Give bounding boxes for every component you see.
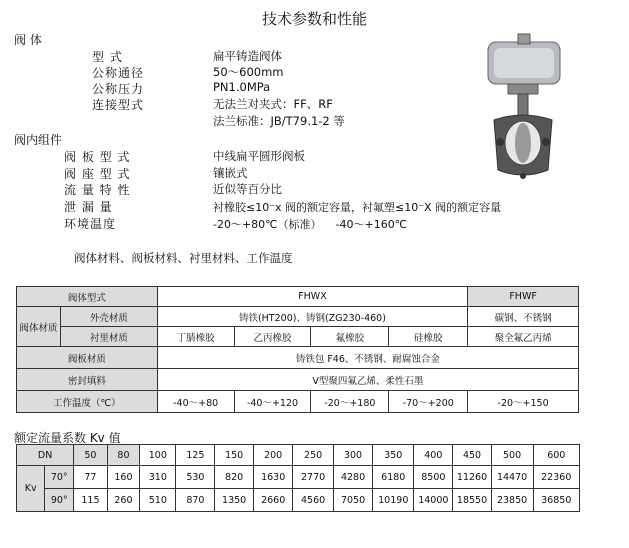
valve-body-heading: 阀 体 (14, 33, 42, 47)
lining-cell: 丁腈橡胶 (157, 327, 234, 347)
spec-value: 近似等百分比 (213, 182, 282, 196)
spec-label: 型 式 (92, 50, 123, 64)
disc-material-value: 铸铁包 F46、不锈钢、耐腐蚀合金 (157, 347, 578, 369)
disc-material-label: 阀板材质 (17, 347, 158, 369)
dn-cell: 250 (293, 445, 333, 466)
temp-cell: -40～+80 (157, 391, 234, 413)
kv-cell: 115 (74, 489, 107, 512)
kv-cell: 6180 (373, 466, 414, 489)
kv-cell: 870 (176, 489, 215, 512)
kv-cell: 4280 (333, 466, 372, 489)
kv-cell: 530 (176, 466, 215, 489)
lining-cell: 氟橡胶 (311, 327, 389, 347)
spec-value: PN1.0MPa (213, 80, 271, 94)
dn-cell: 500 (491, 445, 533, 466)
kv-cell: 310 (140, 466, 176, 489)
kv-cell: 14000 (414, 489, 453, 512)
kv-cell: 1630 (253, 466, 292, 489)
lining-cell: 聚全氟乙丙烯 (468, 327, 579, 347)
page-title: 技术参数和性能 (261, 10, 367, 28)
kv-cell: 4560 (293, 489, 333, 512)
lining-cell: 硅橡胶 (389, 327, 468, 347)
dn-cell: 50 (74, 445, 107, 466)
spec-label: 公称压力 (92, 82, 145, 96)
spec-label: 连接型式 (92, 98, 145, 112)
kv-cell: 77 (74, 466, 107, 489)
kv-cell: 510 (140, 489, 176, 512)
shell-material-label: 外壳材质 (60, 307, 157, 327)
kv-cell: 36850 (533, 489, 579, 512)
shell-material-fhwx: 铸铁(HT200)、铸钢(ZG230-460) (157, 307, 467, 327)
temp-cell: -20～+150 (468, 391, 579, 413)
temp-cell: -70～+200 (389, 391, 468, 413)
kv-cell: 14470 (491, 466, 533, 489)
temp-cell: -40～+120 (234, 391, 311, 413)
spec-value: 衬橡胶≤10⁻x 阀的额定容量，衬氟塑≤10⁻X 阀的额定容量 (213, 201, 502, 214)
materials-heading: 阀体材料、阀板材料、衬里材料、工作温度 (74, 251, 293, 265)
kv-cell: 22360 (533, 466, 579, 489)
spec-label: 阀 板 型 式 (64, 150, 131, 164)
kv-cell: 2660 (253, 489, 292, 512)
body-material-label: 阀体材质 (17, 307, 61, 347)
dn-cell: 150 (215, 445, 254, 466)
kv-cell: 1350 (215, 489, 254, 512)
spec-value: 中线扁平圆形阀板 (213, 149, 305, 163)
kv-cell: 10190 (373, 489, 414, 512)
kv-cell: 7050 (333, 489, 372, 512)
spec-value: 法兰标准：JB/T79.1-2 等 (213, 114, 345, 128)
model-fhwx: FHWX (157, 287, 467, 307)
temp-label: 工作温度（℃） (17, 391, 158, 413)
kv-label: Kv (17, 466, 45, 512)
spec-label: 阀 座 型 式 (64, 167, 131, 181)
kv-table (16, 444, 580, 512)
spec-label: 泄 漏 量 (64, 200, 113, 214)
dn-cell: 450 (453, 445, 491, 466)
shell-material-fhwf: 碳钢、不锈钢 (468, 307, 579, 327)
dn-cell: 400 (414, 445, 453, 466)
dn-cell: 600 (533, 445, 579, 466)
lining-material-label: 衬里材质 (60, 327, 157, 347)
materials-table (16, 286, 579, 413)
dn-cell: 350 (373, 445, 414, 466)
kv-cell: 260 (107, 489, 140, 512)
internals-heading: 阀内组件 (14, 133, 63, 147)
spec-label: 公称通径 (92, 66, 145, 80)
dn-label: DN (17, 445, 74, 466)
kv-cell: 18550 (453, 489, 491, 512)
spec-label: 环境温度 (64, 217, 117, 231)
angle-cell: 90° (45, 489, 74, 512)
temp-cell: -20～+180 (311, 391, 389, 413)
spec-label: 流 量 特 性 (64, 183, 131, 197)
butterfly-valve-illustration (478, 30, 568, 180)
kv-cell: 820 (215, 466, 254, 489)
kv-cell: 160 (107, 466, 140, 489)
spec-value: -20～+80℃（标准） -40～+160℃ (213, 218, 408, 231)
spec-value: 镶嵌式 (213, 166, 248, 180)
body-type-label: 阀体型式 (17, 287, 158, 307)
model-fhwf: FHWF (468, 287, 579, 307)
seal-value: V型聚四氟乙烯、柔性石墨 (157, 369, 578, 391)
dn-cell: 125 (176, 445, 215, 466)
seal-label: 密封填料 (17, 369, 158, 391)
spec-value: 无法兰对夹式：FF、RF (213, 97, 333, 111)
kv-cell: 2770 (293, 466, 333, 489)
dn-cell: 80 (107, 445, 140, 466)
kv-cell: 8500 (414, 466, 453, 489)
kv-cell: 23850 (491, 489, 533, 512)
lining-cell: 乙丙橡胶 (234, 327, 311, 347)
dn-cell: 200 (253, 445, 292, 466)
kv-heading: 额定流量系数 Kv 值 (14, 431, 121, 445)
spec-value: 扁平铸造阀体 (213, 49, 282, 63)
dn-cell: 100 (140, 445, 176, 466)
kv-cell: 11260 (453, 466, 491, 489)
dn-cell: 300 (333, 445, 372, 466)
spec-value: 50～600mm (213, 65, 284, 79)
angle-cell: 70° (45, 466, 74, 489)
